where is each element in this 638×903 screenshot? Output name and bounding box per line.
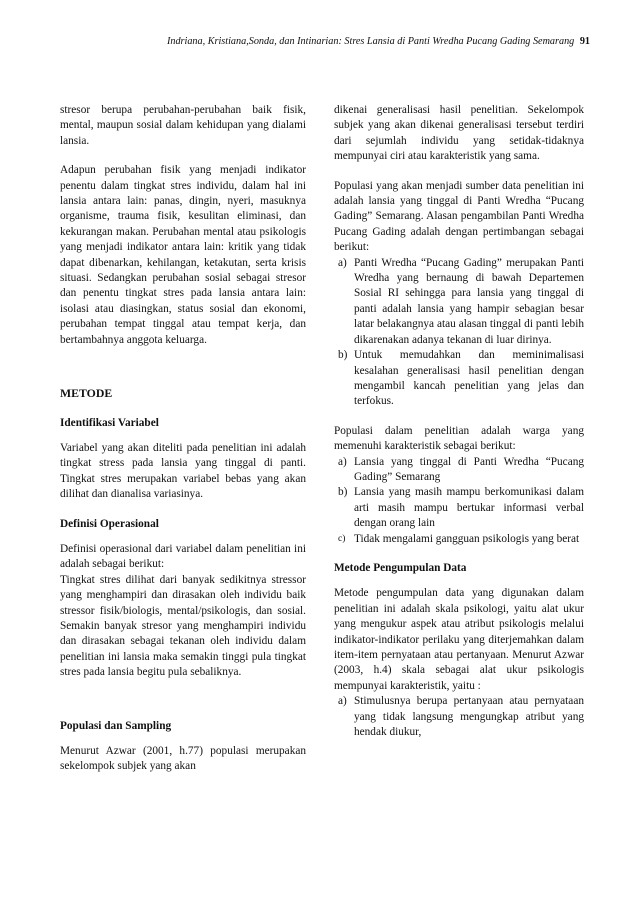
left-column <box>60 103 306 789</box>
subheading-populasi-sampling: Populasi dan Sampling <box>60 719 172 732</box>
list-item-text: Panti Wredha “Pucang Gading” merupakan Panti Wredha yang bernaung di bawah Departemen Sosial RI sehingga para lansia yang tinggal di panti adalah lansia yang hampir sebagian besar latar belakangnya atau alasan tinggal di panti lebih dikarenakan adanya tekanan di luar dirinya. <box>354 256 584 346</box>
paragraph: Populasi dalam penelitian adalah warga yang memenuhi karakteristik sebagai berikut: <box>334 424 584 453</box>
running-title: Indriana, Kristiana,Sonda, dan Intinarian: Stres Lansia di Panti Wredha Pucang Gading Semarang <box>166 36 575 47</box>
characteristics-list <box>334 694 584 740</box>
criteria-list <box>334 455 584 547</box>
running-header <box>60 36 590 47</box>
paragraph: dikenai generalisasi hasil penelitian. Sekelompok subjek yang akan dikenai generalisasi tersebut terdiri dari sejumlah individu yang setidak-tidaknya mempunyai ciri atau karakteristik yang sama. <box>334 104 584 163</box>
list-marker: b) <box>338 486 348 499</box>
list-item-text: Tidak mengalami gangguan psikologis yang berat <box>354 532 580 545</box>
list-item-text: Stimulusnya berupa pertanyaan atau pernyataan yang tidak langsung mengungkap atribut yang hendak diukur, <box>354 695 584 739</box>
list-marker: a) <box>338 256 347 269</box>
paragraph: stresor berupa perubahan-perubahan baik fisik, mental, maupun sosial dalam kehidupan yang dialami lansia. <box>60 104 306 147</box>
list-item <box>334 694 584 740</box>
paragraph: Adapun perubahan fisik yang menjadi indikator penentu dalam tingkat stres individu, dalam hal ini lansia antara lain: panas, dingin, nyeri, masuknya organisme, trauma fisik, kesulitan eliminasi, dan kekurangan makan. Perubahan mental atau psikologis yang menjadi indikator antara lain: kritik yang tidak dapat dibenarkan, kehilangan, ketakutan, serta krisis situasi. Sedangkan perubahan sosial sebagai stresor dan penentu tingkat stres pada lansia antara lain: isolasi atau diasingkan, status sosial dan ekonomi, perubahan tempat tinggal atau tempat kerja, dan bertambahnya anggota keluarga. <box>60 164 306 346</box>
list-marker: a) <box>338 455 347 468</box>
list-marker: c) <box>338 533 346 544</box>
section-heading-metode: METODE <box>60 386 113 401</box>
paragraph: Tingkat stres dilihat dari banyak sedikitnya stressor yang menghampiri dan dirasakan oleh individu baik stressor fisik/biologis, mental/psikologis, dan sosial. Semakin banyak stresor yang menghampiri individu dan dirasakan sebagai tekanan oleh individu dalam penelitian ini lansia maka semakin tinggi pula tingkat stres pada lansia begitu pula sebaliknya. <box>60 573 306 679</box>
list-item <box>334 455 584 486</box>
list-item-text: Lansia yang tinggal di Panti Wredha “Pucang Gading” Semarang <box>354 455 584 483</box>
paragraph: Definisi operasional dari variabel dalam penelitian ini adalah sebagai berikut: <box>60 542 306 571</box>
list-item <box>334 532 584 547</box>
list-item <box>334 348 584 410</box>
page-number: 91 <box>579 36 590 47</box>
reason-list <box>334 256 584 410</box>
subheading-metode-pengumpulan-data: Metode Pengumpulan Data <box>334 561 467 574</box>
paragraph: Menurut Azwar (2001, h.77) populasi merupakan sekelompok subjek yang akan <box>60 745 306 773</box>
subheading-identifikasi-variabel: Identifikasi Variabel <box>60 416 159 429</box>
list-item-text: Lansia yang masih mampu berkomunikasi dalam arti masih mampu bertukar informasi verbal dengan orang lain <box>354 486 584 530</box>
paragraph: Populasi yang akan menjadi sumber data penelitian ini adalah lansia yang tinggal di Panti Wredha “Pucang Gading” Semarang. Alasan pengambilan Panti Wredha Pucang Gading adalah dengan pertimbangan sebagai berikut: <box>334 179 584 254</box>
paragraph: Metode pengumpulan data yang digunakan dalam penelitian ini adalah skala psikologi, yaitu alat ukur yang mengukur aspek atau atribut psikologis melalui indikator-indikator perilaku yang diterjemahkan dalam item-item pernyataan atau pertanyaan. Menurut Azwar (2003, h.4) skala sebagai alat ukur psikologis mempunyai karakteristik, yaitu : <box>334 587 584 692</box>
list-marker: b) <box>338 349 348 362</box>
subheading-definisi-operasional: Definisi Operasional <box>60 517 159 530</box>
list-item-text: Untuk memudahkan dan meminimalisasi kesalahan generalisasi hasil penelitian dengan mengambil kancah penelitian yang jelas dan terfokus. <box>354 349 584 408</box>
list-marker: a) <box>338 695 347 708</box>
list-item <box>334 485 584 531</box>
list-item <box>334 256 584 348</box>
paragraph: Variabel yang akan diteliti pada penelitian ini adalah tingkat stress pada lansia yang tinggal di panti. Tingkat stres merupakan variabel bebas yang akan dilihat dan dianalisa variasinya. <box>60 441 306 501</box>
right-column <box>334 103 584 754</box>
